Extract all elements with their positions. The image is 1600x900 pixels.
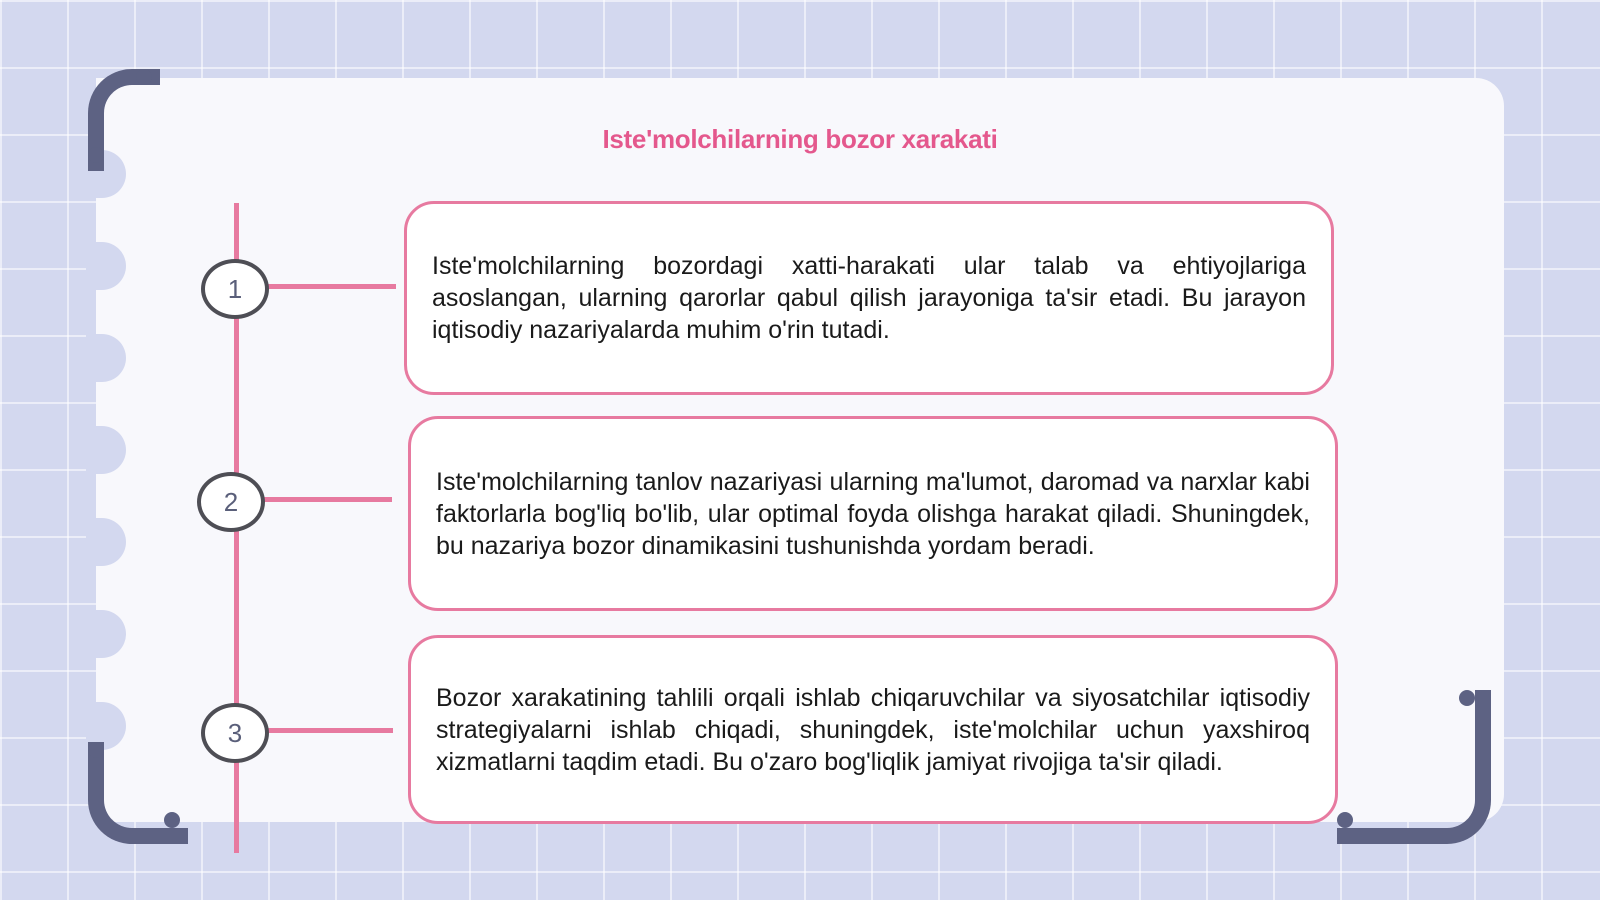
timeline-connector <box>266 284 396 289</box>
timeline-connector <box>262 497 392 502</box>
bracket-cap <box>136 69 152 85</box>
step-text: Iste'molchilarning bozordagi xatti-harakati ular talab va ehtiyojlariga asoslangan, ularning qarorlar qabul qilish jarayoniga ta'sir etadi. Bu jarayon iqtisodiy nazariyalarda muhim o'rin tutadi. <box>432 252 1306 344</box>
step-text: Bozor xarakatining tahlili orqali ishlab chiqaruvchilar va siyosatchilar iqtisodiy strategiyalarni ishlab chiqadi, shuningdek, iste'molchilar uchun yaxshiroq xizmatlarni taqdim etadi. Bu o'zaro bog'liqlik jamiyat rivojiga ta'sir qiladi. <box>436 683 1310 776</box>
step-card <box>404 201 1334 395</box>
slide-title: Iste'molchilarning bozor xarakati <box>602 124 998 154</box>
step-card <box>408 416 1338 611</box>
step-number-badge: 1 <box>201 259 269 319</box>
corner-bracket-bottom-left <box>88 742 188 844</box>
step-card <box>408 635 1338 824</box>
corner-bracket-bottom-right <box>1337 690 1491 844</box>
step-text: Iste'molchilarning tanlov nazariyasi ularning ma'lumot, daromad va narxlar kabi faktorlarla bog'liq bo'lib, ular optimal foyda olishga harakat qiladi. Shuningdek, bu nazariya bozor dinamikasini tushunishda yordam beradi. <box>436 467 1310 560</box>
bracket-cap <box>88 742 104 758</box>
timeline-connector <box>266 728 393 733</box>
step-number-badge: 3 <box>201 703 269 763</box>
bracket-cap <box>1337 812 1353 828</box>
step-number-badge: 2 <box>197 472 265 532</box>
bracket-cap <box>164 812 180 828</box>
bracket-cap <box>1459 690 1475 706</box>
